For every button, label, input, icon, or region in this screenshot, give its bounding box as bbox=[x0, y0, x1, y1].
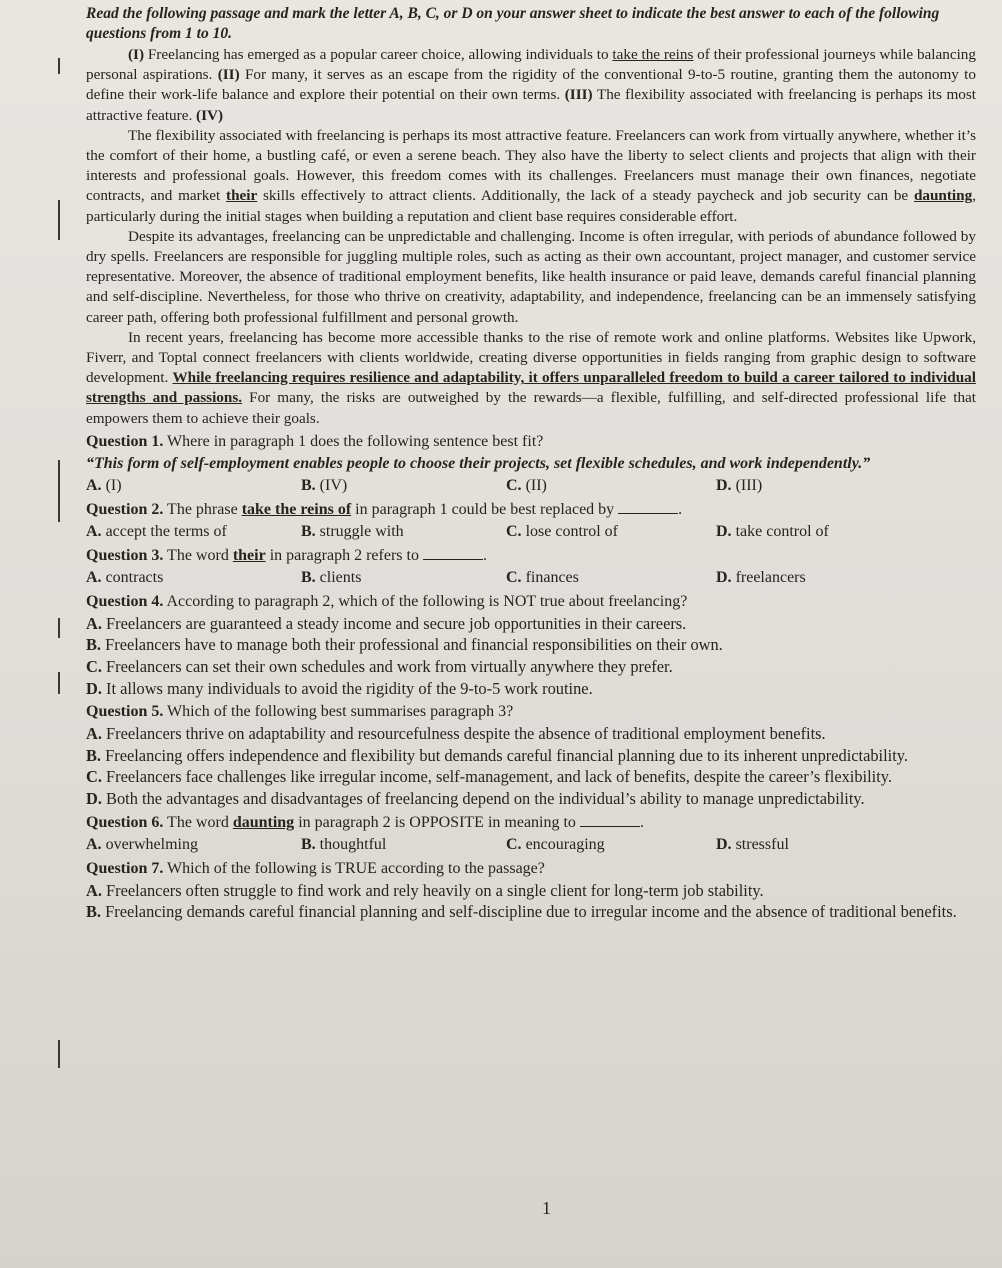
question-1: Question 1. Where in paragraph 1 does the following sentence best fit? “This form of self-employment enables people to choose their projects, set flexible schedules, and work independently.” bbox=[86, 432, 871, 472]
answer-blank bbox=[423, 547, 483, 560]
instructions: Read the following passage and mark the letter A, B, C, or D on your answer sheet to indicate the best answer to each of the following questions from 1 to 10. bbox=[86, 5, 940, 42]
option-d[interactable]: D. It allows many individuals to avoid the rigidity of the 9-to-5 work routine. bbox=[86, 678, 593, 698]
option-c[interactable]: C. lose control of bbox=[506, 522, 618, 540]
question-1-options bbox=[86, 475, 976, 497]
option-d[interactable]: D. Both the advantages and disadvantages of freelancing depend on the individual’s ability to manage unpredictability. bbox=[86, 789, 865, 809]
option-d[interactable]: D. freelancers bbox=[716, 568, 806, 586]
underlined-phrase: take the reins bbox=[612, 46, 694, 63]
question-title: Question 7. bbox=[86, 859, 164, 877]
underlined-phrase: take the reins of bbox=[241, 500, 352, 518]
option-a[interactable]: A. Freelancers thrive on adaptability and resourcefulness despite the absence of traditional employment benefits. bbox=[86, 724, 826, 744]
marker: (I) bbox=[128, 46, 145, 63]
margin-mark bbox=[58, 58, 60, 74]
option-d[interactable]: D. take control of bbox=[716, 522, 829, 540]
underlined-word: their bbox=[232, 546, 266, 564]
option-d[interactable]: D. (III) bbox=[716, 476, 763, 494]
question-title: Question 1. bbox=[86, 432, 164, 450]
question-2: Question 2. The phrase take the reins of in paragraph 1 could be best replaced by . bbox=[86, 500, 683, 518]
option-a[interactable]: A. overwhelming bbox=[86, 835, 198, 853]
question-3-options bbox=[86, 567, 976, 589]
question-6-options bbox=[86, 834, 976, 856]
option-b[interactable]: B. struggle with bbox=[301, 522, 404, 540]
option-b[interactable]: B. Freelancing offers independence and flexibility but demands careful financial planning due to its inherent unpredictability. bbox=[86, 745, 909, 765]
margin-mark bbox=[58, 200, 60, 240]
question-5: Question 5. Which of the following best summarises paragraph 3? bbox=[86, 703, 514, 721]
option-c[interactable]: C. Freelancers can set their own schedules and work from virtually anywhere they prefer. bbox=[86, 657, 673, 677]
underlined-sentence: While freelancing requires resilience and adaptability, it offers unparalleled freedom to build a career tailored to individual strengths and passions. bbox=[86, 369, 976, 407]
option-b[interactable]: B. thoughtful bbox=[301, 835, 387, 853]
question-title: Question 6. bbox=[86, 813, 164, 831]
underlined-word: daunting bbox=[232, 813, 295, 831]
question-title: Question 4. bbox=[86, 592, 164, 610]
margin-mark bbox=[58, 672, 60, 694]
option-c[interactable]: C. (II) bbox=[506, 476, 547, 494]
margin-mark bbox=[58, 460, 60, 522]
question-title: Question 3. bbox=[86, 546, 164, 564]
option-b[interactable]: B. Freelancers have to manage both their professional and financial responsibilities on their own. bbox=[86, 635, 723, 655]
margin-mark bbox=[58, 1040, 60, 1068]
passage-paragraph-1: (I) Freelancing has emerged as a popular career choice, allowing individuals to take the reins of their professional journeys while balancing personal aspirations. (II) For many, it serves as an escape from the rigidity of the conventional 9-to-5 routine, granting them the autonomy to define their work-life balance and explore their potential on their own terms. (III) The flexibility associated with freelancing is perhaps its most attractive feature. (IV) bbox=[86, 46, 976, 124]
option-a[interactable]: A. Freelancers are guaranteed a steady income and secure job opportunities in their careers. bbox=[86, 613, 687, 633]
question-4: Question 4. According to paragraph 2, which of the following is NOT true about freelancing? bbox=[86, 592, 688, 610]
question-3: Question 3. The word their in paragraph 2 refers to . bbox=[86, 546, 487, 564]
passage-paragraph-3: Despite its advantages, freelancing can be unpredictable and challenging. Income is often irregular, with periods of abundance followed by dry spells. Freelancers are responsible for juggling multiple roles, such as acting as their own accountant, project manager, and customer service representative. Moreover, the absence of traditional employment benefits, like health insurance or paid leave, demands careful financial planning and self-discipline. Nevertheless, for those who thrive on creativity, adaptability, and independence, freelancing can be an immensely satisfying career path, offering both professional fulfillment and personal growth. bbox=[86, 227, 976, 326]
page-number: 1 bbox=[542, 1198, 551, 1218]
option-a[interactable]: A. accept the terms of bbox=[86, 522, 227, 540]
question-title: Question 5. bbox=[86, 703, 164, 721]
marker: (IV) bbox=[196, 106, 224, 124]
option-a[interactable]: A. (I) bbox=[86, 476, 122, 494]
option-c[interactable]: C. encouraging bbox=[506, 835, 605, 853]
marker: (III) bbox=[564, 86, 593, 104]
question-2-options bbox=[86, 521, 976, 543]
option-c[interactable]: C. Freelancers face challenges like irregular income, self-management, and lack of benefits, despite the career’s flexibility. bbox=[86, 767, 892, 787]
answer-blank bbox=[618, 501, 678, 514]
option-d[interactable]: D. stressful bbox=[716, 835, 789, 853]
underlined-word: their bbox=[226, 187, 258, 205]
option-a[interactable]: A. Freelancers often struggle to find work and rely heavily on a single client for long-term job stability. bbox=[86, 880, 764, 900]
margin-mark bbox=[58, 618, 60, 638]
passage-paragraph-2: The flexibility associated with freelancing is perhaps its most attractive feature. Freelancers can work from virtually anywhere, whether it’s the comfort of their home, a bustling café, or even a serene beach. They also have the liberty to select clients and projects that align with their interests and professional goals. However, this freedom comes with its challenges. Freelancers must manage their own finances, negotiate contracts, and market their skills effectively to attract clients. Additionally, the lack of a steady paycheck and job security can be daunting, particularly during the initial stages when building a reputation and client base requires considerable effort. bbox=[86, 126, 976, 225]
passage-paragraph-4: In recent years, freelancing has become more accessible thanks to the rise of remote work and online platforms. Websites like Upwork, Fiverr, and Toptal connect freelancers with clients worldwide, creating diverse opportunities in fields ranging from graphic design to software development. While freelancing requires resilience and adaptability, it offers unparalleled freedom to build a career tailored to individual strengths and passions. For many, the risks are outweighed by the rewards—a flexible, fulfilling, and self-directed professional life that empowers them to achieve their goals. bbox=[86, 328, 976, 427]
exam-content bbox=[86, 4, 976, 923]
answer-blank bbox=[580, 814, 640, 827]
option-b[interactable]: B. clients bbox=[301, 568, 362, 586]
question-7: Question 7. Which of the following is TRUE according to the passage? bbox=[86, 859, 545, 877]
quoted-sentence: “This form of self-employment enables people to choose their projects, set flexible schedules, and work independently.” bbox=[86, 454, 871, 472]
marker: (II) bbox=[217, 66, 240, 84]
option-a[interactable]: A. contracts bbox=[86, 568, 164, 586]
option-b[interactable]: B. (IV) bbox=[301, 476, 348, 494]
underlined-word: daunting bbox=[913, 187, 973, 205]
question-title: Question 2. bbox=[86, 500, 164, 518]
question-6: Question 6. The word daunting in paragraph 2 is OPPOSITE in meaning to . bbox=[86, 813, 644, 831]
option-c[interactable]: C. finances bbox=[506, 568, 579, 586]
option-b[interactable]: B. Freelancing demands careful financial planning and self-discipline due to irregular income and the absence of traditional benefits. bbox=[86, 902, 957, 922]
